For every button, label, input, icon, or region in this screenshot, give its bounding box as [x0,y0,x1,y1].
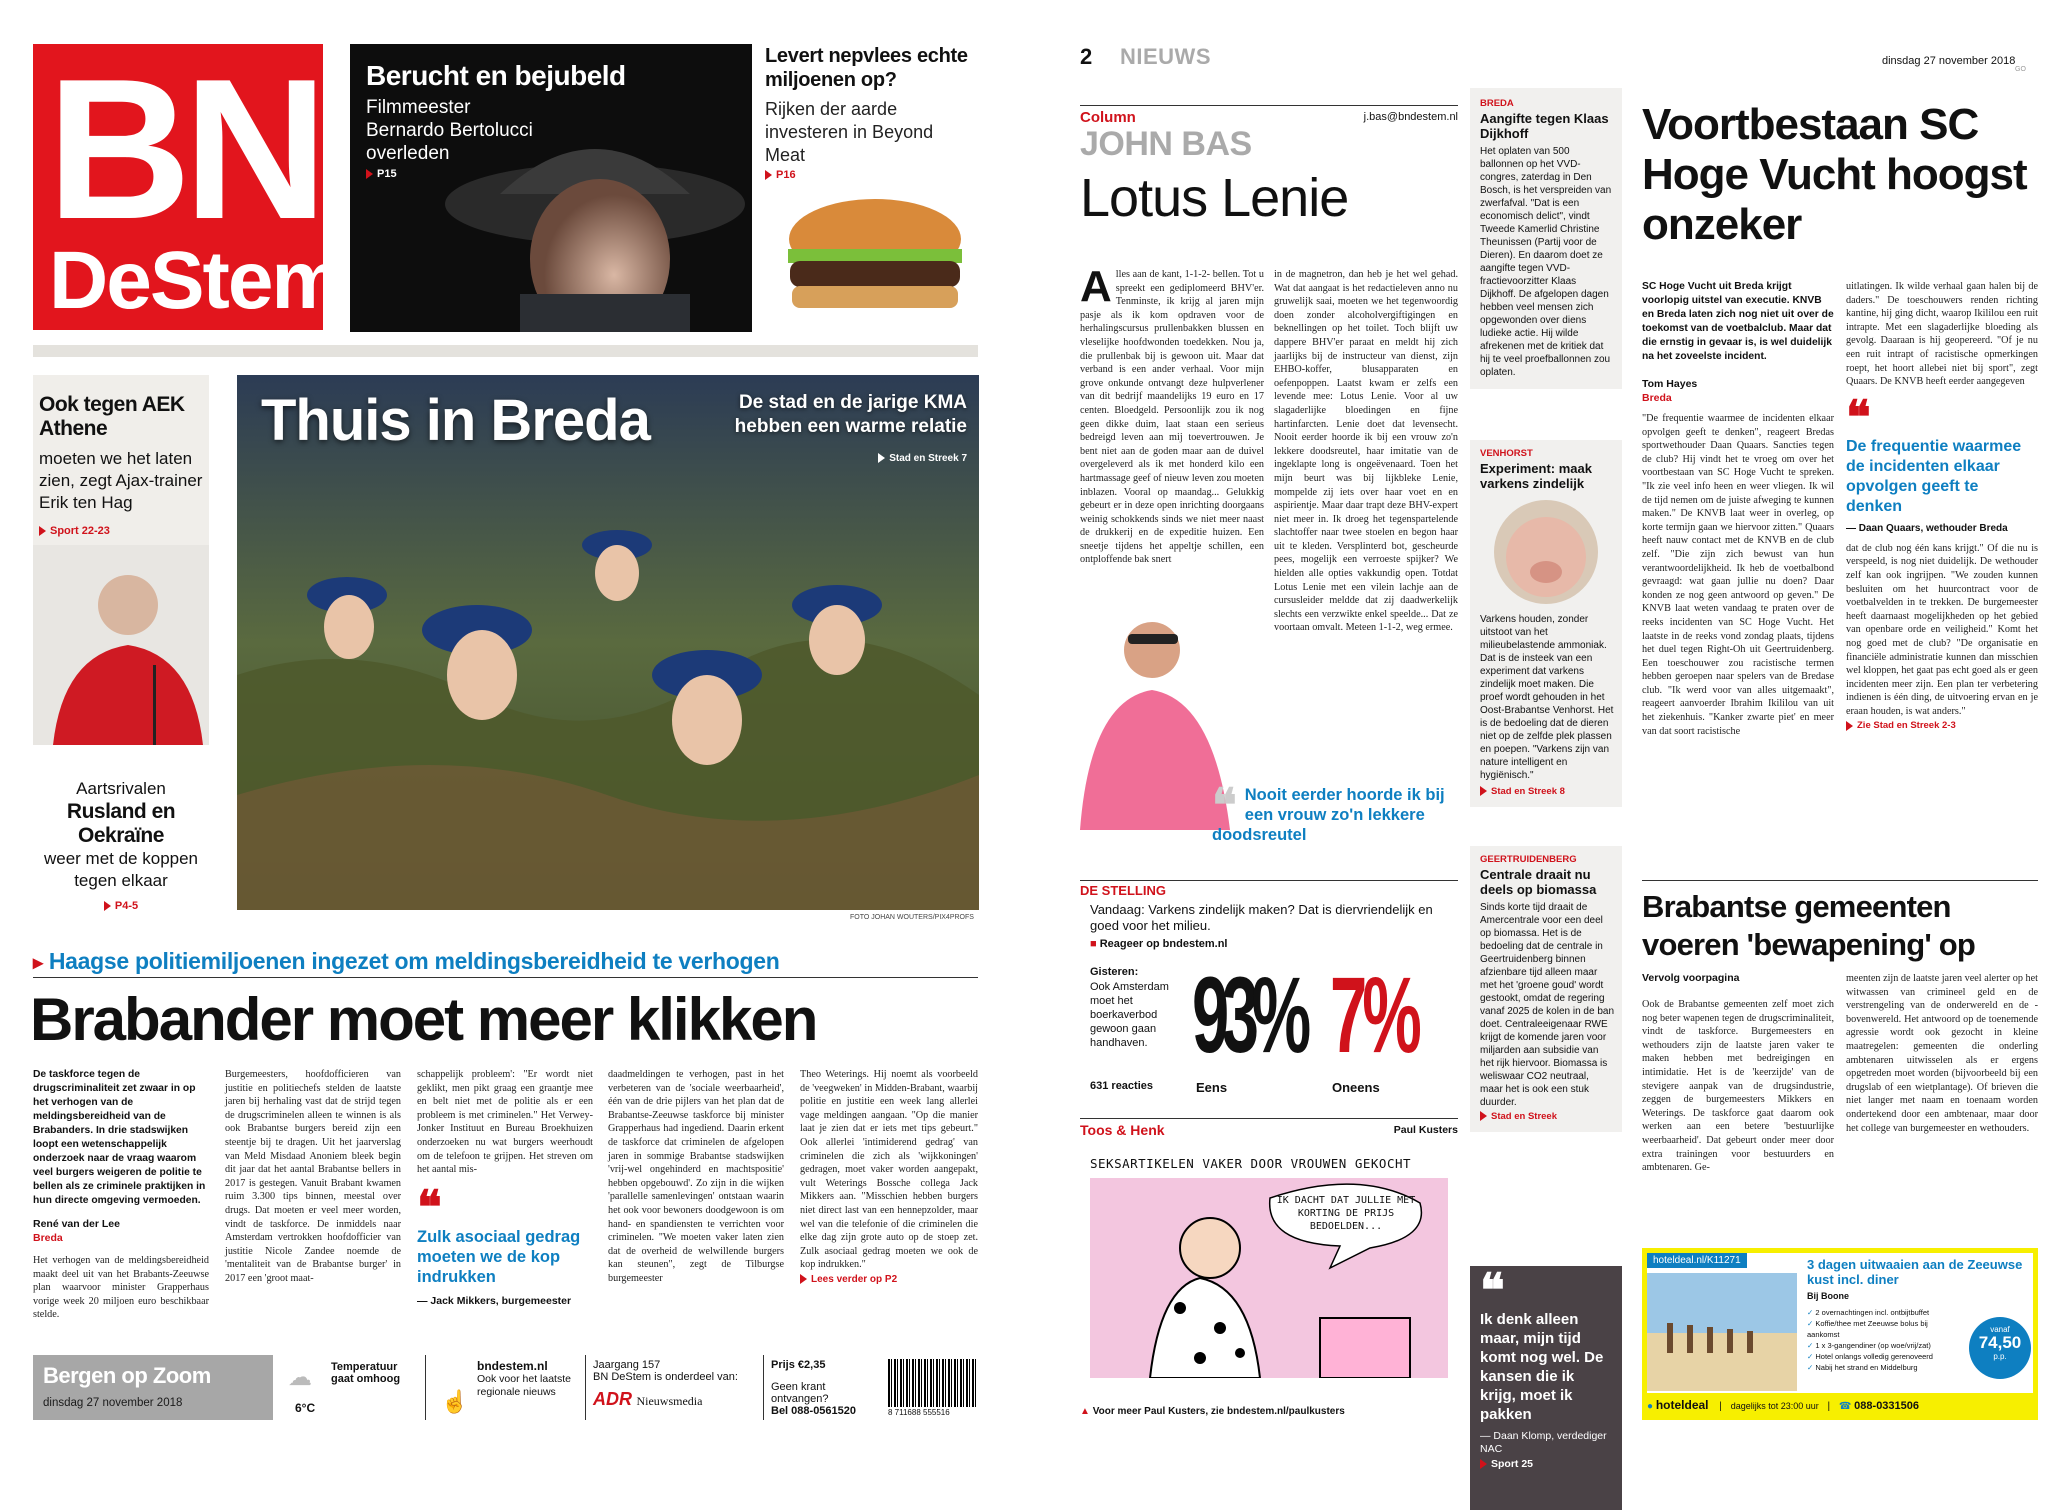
stelling-label: DE STELLING [1080,883,1166,898]
ad-url[interactable]: hoteldeal.nl/K11271 [1647,1253,1747,1268]
comic-title: SEKSARTIKELEN VAKER DOOR VROUWEN GEKOCHT [1090,1156,1412,1171]
bn-destem-logo [33,38,343,330]
footer-sep2 [585,1355,586,1420]
main-pull-by: — Daan Quaars, wethouder Breda [1846,522,2008,534]
cadets-illustration [237,375,979,910]
sport-ref[interactable]: Sport 22-23 [39,525,110,537]
column-pull-text: Nooit eerder hoorde ik bij een vrouw zo'n lekkere doodsreutel [1212,786,1445,844]
front-lead [33,1068,209,1322]
publisher-block [593,1359,763,1410]
brief2-text: Varkens houden, zonder uitstoot van het milieubelastende ammoniak. Dat is de insteek van een experiment dat varkens zindelijk moet maken. Die proef wordt gehouden in het Oost-Brabantse Venhorst. Het is de bedoeling dat de dieren niet op de zelfde plek plassen en poepen. "Varkens zijn van nature intelligent en hygiënisch." [1480,614,1614,781]
jaargang: Jaargang 157 [593,1359,661,1371]
teaser-ajax[interactable] [33,375,209,745]
rivals-text: weer met de koppen tegen elkaar [43,849,199,890]
main-lead: SC Hoge Vucht uit Breda krijgt voorlopig uitstel van executie. KNVB en Breda laten zich nog niet uit over de toekomst van de voetbalclub. Maar dat die ernstig in gevaar is, is wel duidelijk na het zoveelste incident. [1642,281,1834,362]
second-col1-text: Ook de Brabantse gemeenten zelf moet zich nog beter wapenen tegen de drugscriminaliteit, vindt de taskforce. Burgemeesters en wethouders zijn de laatste jaren vaker te maken hebben met bedreigingen en intimidatie. Het is de 'keerzijde' van de stevigere aanpak van de drugsindustrie, zeggen de burgemeesters Mikkers en Weterings. De taskforce gaat daarom ook werken aan een betere 'bestuurlijke weerbaarheid'. Dat gebeurt onder meer door extra trainingen voor bestuurders en ambtenaren. Ge- [1642,999,1834,1174]
ad-inner [1647,1253,2033,1393]
comic-label: Toos & Henk [1080,1122,1165,1138]
ad-brand: hoteldeal [1655,1398,1709,1412]
main-col1 [1642,280,1834,738]
stelling-cta[interactable]: ■ Reageer op bndestem.nl [1090,938,1228,950]
comic-rule [1080,1118,1458,1119]
publisher: BN DeStem is onderdeel van: [593,1371,738,1383]
page2-headline: Voortbestaan SC Hoge Vucht hoogst onzeker [1642,100,2027,249]
brief-breda[interactable] [1470,88,1622,389]
main-col2b-text: dat de club nog één kans krijgt." Of die nu is verspeeld, is nog niet duidelijk. De wethouder zelf kan ook ingrijpen. "We zouden kunnen besluiten om het huurcontract voor de voetbalvelden in te trekken. De burgemeester heeft daarnaast mogelijkheden op het gebied van openbare orde en veiligheid." Komt het nog goed met de club? "De organisatie en financiële administratie kunnen dan misschien wel kloppen, het gaat pas echt goed als er geen incidenten meer zijn. Een plan ter verbetering indienen is één ding, de uitvoering ervan en je eraan houden, is wat anders." [1846,542,2038,717]
page-number: 2 [1080,44,1093,69]
comic-box [1080,1118,1458,1420]
main-place: Breda [1642,392,1672,404]
brief-geertruidenberg[interactable] [1470,846,1622,1132]
reactions: 631 reacties [1090,1080,1153,1092]
sidebar-quote-icon: ❝ [1480,1264,1505,1316]
ad-item: ✓ Nabij het strand en Middelburg [1807,1363,1918,1372]
photo-title: Thuis in Breda [261,388,650,453]
logo-bn: BN [47,38,320,261]
ad-item: ✓ 1 x 3-gangendiner (op woe/vrij/zat) [1807,1341,1931,1350]
ad-price-badge [1969,1317,2031,1379]
column-author: JOHN BAS [1080,125,1252,163]
main-col2 [1846,280,2038,731]
brief3-ref[interactable]: Stad en Streek [1480,1111,1614,1122]
front-footer [33,1355,978,1420]
main-quote-icon: ❝ [1846,390,1871,443]
sidebar-quote-by: — Daan Klomp, verdediger NAC [1480,1430,1607,1455]
edition-box [33,1355,273,1420]
brief3-title: Centrale draait nu deels op biomassa [1480,867,1597,897]
divider [33,345,978,357]
readmore[interactable]: Lees verder op P2 [800,1274,978,1285]
brief2-title: Experiment: maak varkens zindelijk [1480,461,1592,491]
kicker: ▸ Haagse politiemiljoenen ingezet om meldingsbereidheid te verhogen [33,948,780,974]
sidebar-quote [1470,1266,1622,1510]
ad-footer: ● hoteldeal | dagelijks tot 23:00 uur | ☎ 088-0331506 [1647,1398,1920,1412]
page-2 [1060,0,2048,1470]
logo-destem: DeStem [49,235,343,326]
footer-date: dinsdag 27 november 2018 [43,1397,183,1409]
author: René van der Lee [33,1218,120,1230]
main-author: Tom Hayes [1642,378,1698,390]
brief3-text: Sinds korte tijd draait de Amercentrale voor een deel op biomassa. Het is de bedoeling dat de centrale in Geertruidenberg binnen afzienbare tijd alleen maar met het 'groene goud' wordt gestookt, omdat de regering vanaf 2025 de kolen in de ban doet. Centraleeigenaar RWE krijgt de komende jaren voor miljarden aan subsidie van het rijk hiervoor. Biomassa is weliswaar CO2 neutraal, maar het is ook een stuk duurder. [1480,902,1614,1108]
brief1-place: BREDA [1480,98,1514,109]
main-ref[interactable]: Zie Stad en Streek 2-3 [1846,720,2038,731]
weather-icon: ☁ [288,1364,312,1391]
rule [33,977,978,978]
column-label: Column [1080,109,1136,126]
adr-logo: ADR Nieuwsmedia [593,1389,703,1409]
place: Breda [33,1232,63,1244]
brief-venhorst[interactable] [1470,440,1622,807]
temperature: 6°C [295,1401,316,1415]
column-rule [1080,105,1458,106]
corner-code: GO [2015,66,2026,73]
ad-beach-photo [1647,1273,1797,1391]
column-col2: in de magnetron, dan heb je het wel gehad. Wat dat aangaat is het redactieleven anno nu gruwelijk saai, moeten we het tegenwoordig doen zonder alcoholvergiftigingen en beknellingen op het toilet. Toch blijft uw dappere BHV'er paraat en meldt hij zich jaarlijks bij de instructeur van dienst, zijn EHBO-koffer, blusapparaten en oefenpoppen. Laatst kwam er zelfs een levende mee: Lotus Lenie. Voor al uw slagaderlijke bloedingen en fijne hartinfarcten. Lenie doet dat levensecht. Nooit eerder hoorde ik bij een vrouw zo'n lekkere doodsreutel, haar imitatie van de ingeklapte long is ongeëvenaard. Toen het mijn beurt was bij lijkbleke Lenie, mompelde zij iets over haar voet en en aspirientje. Maar daar trapt deze BHV-expert niet meer in. Ik droeg het tegenspartelende slachtoffer naar twee stoelen en begon haar uit te kleden. Versplinterd bot, gescheurde pees, mogelijk een verroeste spijker? We hielden alle opties vakkundig open. Totdat Lotus Lenie met een vilein lachje aan de cursusleider meldde dat zij daadwerkelijk slechts een verzwikte enkel speelde... Dat ze voortaan omvalt. Meteen 1-1-2, weg ermee. [1274,269,1458,634]
col5: Theo Weterings. Hij noemt als voorbeeld de 'veegweken' in Midden-Brabant, waarbij politie en justitie een week lang allerlei vage meldingen aangaan. "Op die manier laat je zien dat er iets met tips gebeurt." Ook allerlei 'intimiderend gedrag' van criminelen die zich als 'wijkkoningen' gedragen, moet vaker worden aangepakt, vult Weterings Bossche collega Jack Mikkers aan. "Misschien hebben burgers niet direct last van een hennepzolder, maar wel van die telefonie of die criminelen die elke dag zijn grote auto op de stoep zet. Zulk asociaal gedrag moeten we ook de kop indrukken." [800,1069,978,1271]
comic-footer[interactable]: ▲ Voor meer Paul Kusters, zie bndestem.nl/paulkusters [1080,1406,1345,1417]
second-headline: Brabantse gemeenten voeren 'bewapening' op [1642,889,1976,962]
erik-ten-hag-photo [33,545,209,745]
pig-photo [1480,497,1612,607]
column-email[interactable]: j.bas@bndestem.nl [1363,111,1458,123]
rivals-ref[interactable]: P4-5 [33,900,209,912]
ad-hotel: Bij Boone [1807,1291,1849,1301]
photo-ref[interactable]: Stad en Streek 7 [878,453,967,464]
column-pull [1212,779,1462,845]
ad-title: 3 dagen uitwaaien aan de Zeeuwse kust incl. diner [1807,1257,2023,1287]
sidebar-quote-ref[interactable]: Sport 25 [1480,1458,1614,1470]
hoteldeal-ad[interactable] [1642,1248,2038,1420]
column-col1: lles aan de kant, 1-1-2- bellen. Tot u spreekt een gediplomeerd BHV'er. Tenminste, ik krijg al jaren mijn pasje als ik kom opdraven voor de herhalingscursus prullenbakken blussen en vleselijke hoofdwonden toedekken. Nou ja, die prullenbak bij is gewoon uit. Maar dat verband is een ander verhaal. Voor mijn grove onkunde ontvangt deze hulpverlener van dit bedrijf maandelijks 19 euro en 17 centen. Bloedgeld. Persoonlijk zou ik nog geen dikke duim, laat staan een serieus bedreigd leven aan mij toevertrouwen. Je bent niet aan de goden maar aan de duivel overgeleverd als ik met honderd kilo een hartmassage geef of nieuw leven zou moeten inblazen. Vooral op maandag... Gelukkig gebeurt er in deze open inrichting doorgaans weinig schokkends sinds we niet meer naast de drukkerij en de expeditie huizen. Een sneetje tijdens het appeltje schillen, een ontploffende bak snert [1080,269,1264,566]
no-label: Oneens [1332,1080,1380,1095]
ad-items [1807,1307,1957,1373]
ad-item: ✓ Koffie/thee met Zeeuwse bolus bij aankomst [1807,1319,1928,1339]
no-pct: 7% [1330,954,1417,1075]
yes-label: Eens [1196,1080,1228,1095]
price: Prijs €2,35 [771,1359,826,1371]
quote-icon: ❝ [417,1180,442,1233]
teaser2-text: Rijken der aarde investeren in Beyond Meat [765,99,934,165]
sport-text: moeten we het laten zien, zegt Ajax-trainer Erik ten Hag [39,449,203,512]
ad-phone[interactable]: 088-0331506 [1854,1400,1920,1412]
brief3-place: GEERTRUIDENBERG [1480,854,1577,865]
second-kicker: Vervolg voorpagina [1642,972,1740,984]
barcode-number: 8 711688 555516 [888,1408,950,1417]
col2: Burgemeesters, hoofdofficieren van justitie en politiechefs stelden de laatste jaren bij herhaling vast dat de strijd tegen de drugscriminelen alleen te winnen is als ook Brabantse burgers bereid zijn een steentje bij te dragen. Uit het jaarverslag van Meld Misdaad Anoniem bleek begin dit jaar dat het aantal Brabantse bellers in 2017 is gestegen. Vanuit Brabant kwamen ruim 3.300 tips binnen, meestal over drugs. Dat moeten er veel meer worden, vindt de taskforce. De inmiddels naar Amsterdam vertrokken hoofdofficier van justitie Nicole Zandee noemde de 'mentaliteit van de Brabantse burger' in 2017 een 'groot maat- [225,1069,401,1284]
front-headline: Brabander moet meer klikken [30,986,817,1053]
lead-text: De taskforce tegen de drugscriminaliteit zet zwaar in op het verhogen van de meldingsbereidheid van de Brabanders. In drie stadswijken loopt een wetenschappelijk onderzoek naar de vraag waarom veel burgers weigeren de politie te bellen als ze criminele praktijken in hun directe omgeving vermoeden. [33,1069,206,1206]
main-pull: De frequentie waarmee de incidenten elkaar opvolgen geeft te denken [1846,437,2022,515]
weather-label: Temperatuur gaat omhoog [331,1361,401,1385]
yes-pct: 93% [1192,954,1304,1075]
teaser2-title: Levert nepvlees echte miljoenen op? [765,45,968,91]
col3: schappelijk probleem': "Er wordt niet geklikt, men pikt graag een graantje mee en belt niet met de politie als er een probleem is met criminelen." Het Verwey-Jonker Instituut en Bureau Broekhuizen onderzoeken nu wat burgers weerhoudt om de telefoon te grijpen. Het streven om het aantal mis- [417,1069,593,1176]
col5-wrap [800,1068,978,1285]
brief2-place: VENHORST [1480,448,1533,459]
col1: Het verhogen van de meldingsbereidheid maakt deel uit van het Brabants-Zeeuwse plan waarvoor minister Grapperhaus vorige week 20 miljoen euro beschikbaar stelde. [33,1255,209,1321]
main-col1-text: "De frequentie waarmee de incidenten elkaar opvolgen geeft te denken", reageert Bredas sportwethouder Daan Quaars. Sancties tegen de club? Hij vindt het te vroeg om over het voortbestaan van SC Hoge Vucht te spreken. "Ik zie veel info heen en weer vliegen. Ik wil de tijd nemen om de juiste afweging te kunnen maken." De KNVB laat weer in overleg, op korte termijn gaan we hiervoor zitten." Quaars heeft nauw contact met de KNVB en de club zelf. "Die zijn zich bewust van hun verantwoordelijkheid. Ik heb de voetbalbond gevraagd: wat gaan jullie nu doen? Daar konden ze nog geen antwoord op geven." De KNVB laat weten vandaag te praten over de reeks incidenten van SC Hoge Vucht. Het laatste in de reeks vond zondag plaats, tijdens het duel tegen Right-Oh uit Geertruidenberg. Een toeschouwer zou racistische termen hebben geroepen naar spelers van de Bredase club. "Ik werd voor van alles uitgemaakt", reageert aanvoerder Ibrahim Ikililou van uit het ziekenhuis. "Kanker zwarte piet' en meer van dat soort racistische [1642,413,1834,737]
sport-title: Ook tegen AEK Athene [39,393,185,440]
teaser1-title: Berucht en bejubeld [366,60,626,91]
site: bndestem.nl [477,1359,548,1373]
ad-price: 74,50 [1978,1333,2022,1352]
brief2-ref[interactable]: Stad en Streek 8 [1480,786,1614,797]
stelling-question: Vandaag: Varkens zindelijk maken? Dat is diervriendelijk en goed voor het milieu. [1090,902,1433,933]
ad-hours: dagelijks tot 23:00 uur [1730,1401,1819,1411]
front-quote: Zulk asociaal gedrag moeten we de kop indrukken [417,1227,581,1286]
teaser-rusland-oekraine[interactable] [33,750,209,920]
price-block [771,1359,881,1417]
sidebar-briefs [1470,88,1622,1470]
footer-sep1 [425,1355,426,1420]
photo-subtitle: De stad en de jarige KMA hebben een warme relatie [734,392,967,437]
teaser-bertolucci[interactable] [350,44,752,332]
rivals-pre: Aartsrivalen [76,779,166,798]
comic-author: Paul Kusters [1393,1124,1458,1136]
page2-date: dinsdag 27 november 2018 [1882,55,2016,67]
yesterday-text: Ook Amsterdam moet het boerkaverbod gewoon gaan handhaven. [1090,981,1169,1049]
pull-quote-icon: ❝ [1212,779,1237,831]
ad-brand-icon: ● [1647,1401,1654,1412]
front-quote-by: — Jack Mikkers, burgemeester [417,1294,572,1307]
comic-bubble: IK DACHT DAT JULLIE MET KORTING DE PRIJS BEDOELDEN... [1276,1195,1416,1232]
teaser1-ref[interactable]: P15 [366,168,397,180]
col3-wrap [417,1068,593,1307]
rivals-title: Rusland en Oekraïne [66,800,176,847]
stelling-box [1080,880,1458,1105]
phone: Bel 088-0561520 [771,1405,857,1417]
front-page [0,0,1000,1470]
second-rule [1642,880,2038,881]
barcode [888,1359,978,1407]
ad-pp: p.p. [1993,1352,2007,1361]
footer-sep3 [763,1355,764,1420]
kma-cadets-photo[interactable] [237,375,979,910]
second-col2: meenten zijn de laatste jaren veel alerter op het witwassen van crimineel geld en de verstrengeling van de onderwereld en de -bovenwereld. Het antwoord op de toenemende agressie wordt ook gezocht in kleine maatregelen: gemeenten die onderling ambtenaren uitwisselen als er ergens opgetreden moet worden (bijvoorbeeld bij een drugslab of een wietplantage). Of brieven die niet langer met naam en toenaam worden ondertekend door een ambtenaar, maar door het college van burgemeester en wethouders. [1846,973,2038,1134]
teaser1-text: Filmmeester Bernardo Bertolucci overleden [366,97,533,164]
dropcap: A [1080,262,1112,311]
brief1-title: Aangifte tegen Klaas Dijkhoff [1480,111,1609,141]
stelling-rule [1080,880,1458,881]
ad-item: ✓ Hotel onlangs volledig gerenoveerd [1807,1352,1933,1361]
edition: Bergen op Zoom [43,1363,211,1388]
section-name: NIEUWS [1120,44,1211,69]
delivery: Geen krant ontvangen? [771,1381,829,1405]
photo-credit: FOTO JOHAN WOUTERS/PIX4PROFS [850,914,974,921]
yesterday-label: Gisteren: [1090,966,1139,978]
col4: daadmeldingen te verhogen, past in het verbeteren van de 'sociale weerbaarheid', één van de drie pijlers van het plan dat de Brabantse-Zeeuwse taskforce bij minister Grapperhaus had ingediend. Daarin erkent de taskforce dat criminelen de afgelopen jaren in sommige Brabantse stadswijken 'vrij-wel ongehinderd en machtspositie' hebben opgebouwd'. Zo zijn in die wijken 'parallelle samenlevingen' ontstaan waarin het ook voor bewoners doodgewoon is om hand- en spandiensten te verrichten voor criminelen. "We moeten vaker laten zien dat de overheid de welwillende burgers kan steunen", zegt de Tilburgse burgemeester [608,1069,784,1284]
ad-from: vanaf [1990,1325,2010,1334]
hand-icon: ☝ [441,1389,469,1414]
ad-item: ✓ 2 overnachtingen incl. ontbijtbuffet [1807,1308,1930,1317]
ad-phone-icon: ☎ [1838,1401,1852,1412]
column-body-1 [1080,262,1264,567]
burger-photo [780,194,970,324]
sidebar-quote-text: Ik denk alleen maar, mijn tijd komt nog wel. De kansen die ik krijg, moet ik pakken [1480,1311,1604,1423]
main-col2-text: uitlatingen. Ik wilde verhaal gaan halen bij de daders." De toeschouwers renden richting kantine, hij ging dicht, waarop Ikililou een ruit intrapte. Met een slagaderlijke bloeding als gevolg. Daaraan is hij geopereerd. "Of je nu een ruit intrapt of racistische opmerkingen roept, het hoort allebei niet bij sport", zegt Quaars. De KNVB heeft eerder aangegeven [1846,281,2038,388]
teaser2-ref[interactable]: P16 [765,169,980,181]
brief1-text: Het oplaten van 500 ballonnen op het VVD-congres, zaterdag in Den Bosch, is het verspreiden van zwerfafval. "Dat is een economisch delict", vindt Tweede Kamerlid Christine Theunissen (Partij voor de Dieren). En daarom doet ze aangifte tegen VVD-fractievoorzitter Klaas Dijkhoff. De afgelopen dagen hebben veel mensen zich opgewonden over diens ludieke actie. Hij wilde afrekenen met de kritiek dat hij te veel proefballonnen zou oplaten. [1480,146,1612,378]
comic-panel [1090,1178,1448,1378]
column-title: Lotus Lenie [1080,168,1349,228]
teaser-beyond-meat[interactable] [765,44,980,332]
site-text: Ook voor het laatste regionale nieuws [477,1373,571,1398]
second-col1 [1642,972,1834,1175]
